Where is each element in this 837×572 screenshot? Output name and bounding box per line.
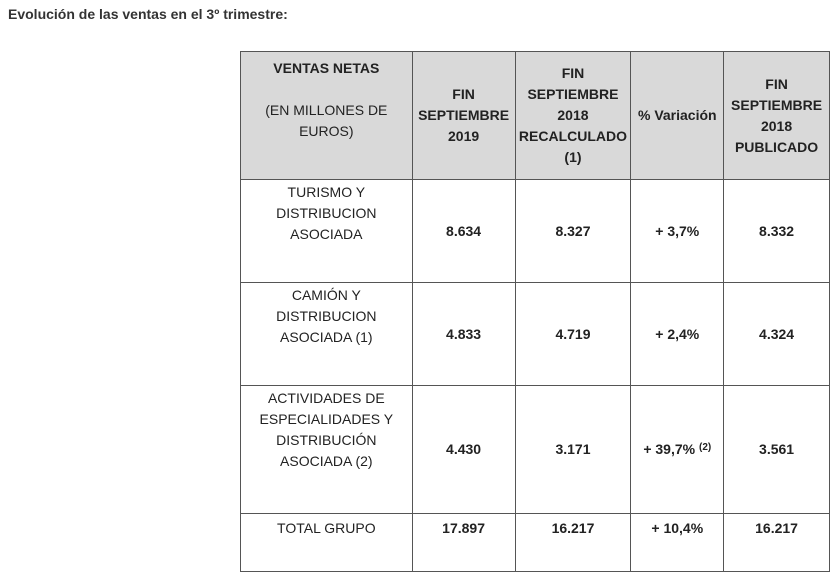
cell-sep-2018-recalculated: 8.327 (515, 180, 631, 283)
cell-sep-2018-published: 8.332 (724, 180, 830, 283)
variation-value: + 10,4% (651, 520, 704, 536)
sales-table (240, 51, 830, 572)
header-variation: % Variación (631, 52, 724, 180)
row-label: TURISMO Y DISTRIBUCION ASOCIADA (241, 180, 413, 283)
cell-variation (631, 514, 724, 572)
header-sep-2018-published: FIN SEPTIEMBRE 2018 PUBLICADO (724, 52, 830, 180)
cell-sep-2019: 4.833 (412, 283, 515, 386)
row-label: CAMIÓN Y DISTRIBUCION ASOCIADA (1) (241, 283, 413, 386)
cell-variation (631, 180, 724, 283)
table-row (241, 386, 830, 514)
variation-value: + 3,7% (655, 222, 700, 239)
cell-sep-2018-published: 16.217 (724, 514, 830, 572)
table-row-total (241, 514, 830, 572)
cell-variation (631, 283, 724, 386)
row-label: TOTAL GRUPO (241, 514, 413, 572)
table-row (241, 180, 830, 283)
variation-value: + 2,4% (655, 325, 700, 342)
cell-sep-2019: 4.430 (412, 386, 515, 514)
cell-sep-2019: 8.634 (412, 180, 515, 283)
header-sep-2019: FIN SEPTIEMBRE 2019 (412, 52, 515, 180)
header-net-sales-title: VENTAS NETAS (273, 60, 380, 76)
row-label: ACTIVIDADES DE ESPECIALIDADES Y DISTRIBUCIÓN ASOCIADA (2) (241, 386, 413, 514)
cell-sep-2018-recalculated: 3.171 (515, 386, 631, 514)
page-heading: Evolución de las ventas en el 3º trimestre: (8, 6, 288, 22)
cell-sep-2019: 17.897 (412, 514, 515, 572)
cell-sep-2018-published: 3.561 (724, 386, 830, 514)
cell-sep-2018-recalculated: 4.719 (515, 283, 631, 386)
cell-variation (631, 386, 724, 514)
table-header-row (241, 52, 830, 180)
header-net-sales-unit: (EN MILLONES DE EUROS) (265, 102, 388, 139)
header-net-sales (241, 52, 413, 180)
table-row (241, 283, 830, 386)
header-sep-2018-recalculated: FIN SEPTIEMBRE 2018 RECALCULADO (1) (515, 52, 631, 180)
variation-value: + 39,7% (643, 441, 699, 457)
cell-sep-2018-recalculated: 16.217 (515, 514, 631, 572)
footnote-marker: (2) (698, 442, 712, 453)
cell-sep-2018-published: 4.324 (724, 283, 830, 386)
